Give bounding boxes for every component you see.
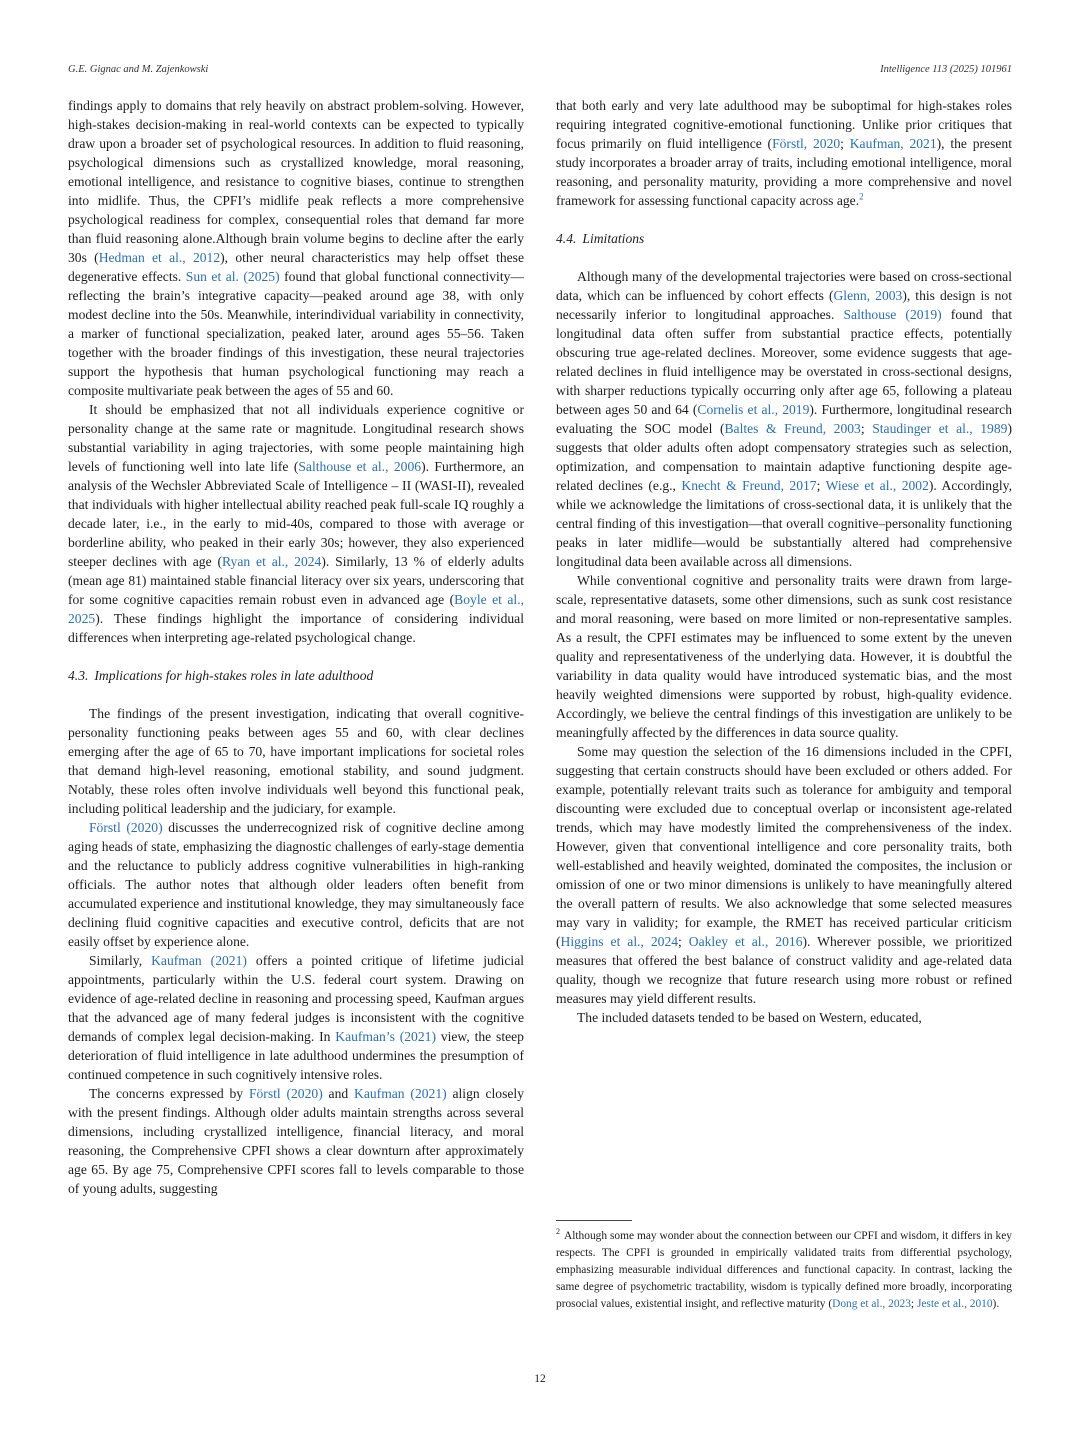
paragraph (68, 1084, 524, 1198)
citation-link[interactable]: Cornelis et al., 2019 (697, 402, 810, 417)
citation-link[interactable]: Förstl (2020) (89, 820, 163, 835)
text-run: The concerns expressed by (89, 1086, 249, 1101)
paragraph (556, 96, 1012, 210)
citation-link[interactable]: Förstl, 2020 (772, 136, 841, 151)
text-run: ; (678, 934, 689, 949)
text-run: ). Furthermore, longitudinal research evaluating the SOC model ( (556, 402, 1012, 436)
section-number: 4.3. (68, 668, 89, 683)
text-run: and (322, 1086, 355, 1101)
left-column (68, 96, 524, 1198)
section-title: Limitations (582, 231, 645, 246)
text-run: It should be emphasized that not all individuals experience cognitive or personality change at the same rate or magnitude. Longitudinal research shows substantial variability in aging trajectories, with some people maintaining high levels of functioning well into late life ( (68, 402, 524, 474)
text-run: that both early and very late adulthood may be suboptimal for high-stakes roles requiring integrated cognitive-emotional functioning. Unlike prior critiques that focus primarily on fluid intelligence ( (556, 98, 1012, 151)
section-heading-4-3 (68, 666, 524, 685)
citation-link[interactable]: Boyle et al., 2025 (68, 592, 524, 626)
paragraph (556, 742, 1012, 1008)
citation-link[interactable]: Salthouse (2019) (843, 307, 942, 322)
text-run: findings apply to domains that rely heavily on abstract problem-solving. However, high-stakes decision-making in real-world contexts can be expected to typically draw upon a broader set of psychological resources. In addition to fluid reasoning, psychological dimensions such as crystallized knowledge, moral reasoning, emotional intelligence, and resistance to cognitive biases, continue to strengthen into midlife. Thus, the CPFI’s midlife peak reflects a more comprehensive psychological readiness for complex, consequential roles that demand far more than fluid reasoning alone.Although brain volume begins to decline after the early 30s ( (68, 98, 524, 265)
text-run: offers a pointed critique of lifetime judicial appointments, particularly within the U.S. federal court system. Drawing on evidence of age-related decline in reasoning and processing speed, Kaufman argues that the advanced age of many federal judges is inconsistent with the cognitive demands of complex legal decision-making. In (68, 953, 525, 1044)
section-heading-4-4 (556, 229, 1012, 248)
citation-link[interactable]: Kaufman, 2021 (849, 136, 937, 151)
citation-link[interactable]: Hedman et al., 2012 (98, 250, 221, 265)
text-run: Although some may wonder about the connection between our CPFI and wisdom, it differs in key respects. The CPFI is grounded in empirically validated traits from differential psychology, emphasizing measurable individual differences and functional capacity. In contrast, lacking the same degree of psychometric tractability, wisdom is typically defined more broadly, incorporating prosocial values, existential insight, and reflective maturity ( (556, 1230, 1012, 1310)
text-run: ), this design is not necessarily inferior to longitudinal approaches. (556, 288, 1012, 322)
section-number: 4.4. (556, 231, 577, 246)
text-run: ). Wherever possible, we prioritized measures that offered the best balance of construct validity and age-related data quality, though we recognize that future research using more robust or refined measures may yield different results. (556, 934, 1012, 1006)
citation-link[interactable]: Baltes & Freund, 2003 (724, 421, 861, 436)
text-run: found that global functional connectivity—reflecting the brain’s integrative capacity—peaked around age 38, with only modest decline into the 50s. Meanwhile, interindividual variability in connectivity, a marker of functional specialization, peaked later, around ages 55–56. Taken together with the broader findings of this investigation, these neural trajectories support the hypothesis that human psychological functioning may reach a composite multivariate peak between the ages of 55 and 60. (68, 269, 525, 398)
paragraph (68, 400, 524, 647)
footnote-body (556, 1230, 1012, 1310)
footnote-text (556, 1228, 1012, 1313)
footnote (556, 1220, 1012, 1313)
citation-link[interactable]: Jeste et al., 2010 (916, 1298, 993, 1310)
section-title: Implications for high-stakes roles in late adulthood (94, 668, 374, 683)
citation-link[interactable]: Förstl (2020) (248, 1086, 323, 1101)
text-run: ). Accordingly, while we acknowledge the limitations of cross-sectional data, it is unlikely that the central finding of this investigation—that overall cognitive–personality functioning peaks in later midlife—would be substantially altered had comprehensive longitudinal data been available across all dimensions. (556, 478, 1012, 569)
text-run: The included datasets tended to be based on Western, educated, (577, 1010, 922, 1025)
text-run: ). Similarly, 13 % of elderly adults (mean age 81) maintained stable financial literacy over six years, underscoring that for some cognitive capacities remain robust even in advanced age ( (68, 554, 524, 607)
text-run: found that longitudinal data often suffer from substantial practice effects, potentially obscuring true age-related declines. Moreover, some evidence suggests that age-related declines in fluid intelligence may be overstated in cross-sectional designs, with sharper reductions typically occurring only after age 65, following a plateau between ages 50 and 64 ( (556, 307, 1012, 417)
citation-link[interactable]: Kaufman (2021) (354, 1086, 447, 1101)
text-run: While conventional cognitive and personality traits were drawn from large-scale, representative datasets, some other dimensions, such as sunk cost resistance and moral reasoning, were based on more limited or non-representative samples. As a result, the CPFI estimates may be influenced to some extent by the uneven quality and representativeness of the underlying data. However, it is doubtful the variability in data quality would have introduced systematic bias, and the most heavily weighted dimensions were supported by robust, high-quality evidence. Accordingly, we believe the central findings of this investigation are unlikely to be meaningfully affected by the differences in data source quality. (556, 573, 1012, 740)
footnote-ref[interactable]: 2 (859, 191, 864, 202)
paragraph (68, 818, 524, 951)
text-run: Although many of the developmental trajectories were based on cross-sectional data, which can be influenced by cohort effects ( (556, 269, 1012, 303)
citation-link[interactable]: Knecht & Freund, 2017 (681, 478, 817, 493)
citation-link[interactable]: Kaufman (2021) (151, 953, 247, 968)
citation-link[interactable]: Higgins et al., 2024 (560, 934, 679, 949)
citation-link[interactable]: Staudinger et al., 1989 (872, 421, 1008, 436)
text-run: Similarly, (89, 953, 152, 968)
right-column (556, 96, 1012, 1027)
citation-link[interactable]: Ryan et al., 2024 (222, 554, 322, 569)
paragraph (68, 951, 524, 1084)
citation-link[interactable]: Kaufman’s (2021) (335, 1029, 436, 1044)
text-run: Some may question the selection of the 16 dimensions included in the CPFI, suggesting that certain constructs should have been excluded or others added. For example, potentially relevant traits such as tolerance for ambiguity and temporal discounting were excluded due to conceptual overlap or inconsistent age-related trends, which may have modestly limited the comprehensiveness of the index. However, given that conventional intelligence and core personality traits, both well-established and heavily weighted, dominated the composites, the inclusion or omission of one or two minor dimensions is unlikely to have meaningfully altered the overall pattern of results. We also acknowledge that some selected measures may vary in validity; for example, the RMET has received particular criticism ( (556, 744, 1012, 949)
text-run: ), other neural characteristics may help offset these degenerative effects. (68, 250, 524, 284)
text-run: ), the present study incorporates a broader array of traits, including emotional intelligence, moral reasoning, and personality maturity, providing a more comprehensive and novel framework for assessing functional capacity across age. (556, 136, 1012, 208)
footnote-marker: 2 (556, 1227, 560, 1237)
paragraph (556, 571, 1012, 742)
running-header-authors: G.E. Gignac and M. Zajenkowski (68, 64, 209, 75)
paragraph (556, 1008, 1012, 1027)
text-run: ) suggests that older adults often adopt compensatory strategies such as selection, optimization, and compensation to maintain adaptive functioning despite age-related declines (e.g., (556, 421, 1012, 493)
citation-link[interactable]: Oakley et al., 2016 (688, 934, 803, 949)
text-run: ). (992, 1298, 1000, 1310)
text-run: ; (910, 1298, 917, 1310)
text-run: ; (816, 478, 826, 493)
citation-link[interactable]: Dong et al., 2023 (832, 1298, 911, 1310)
page-number: 12 (534, 1373, 546, 1385)
citation-link[interactable]: Glenn, 2003 (833, 288, 903, 303)
text-run: ). These findings highlight the importance of considering individual differences when interpreting age-related psychological change. (68, 611, 524, 645)
citation-link[interactable]: Sun et al. (2025) (185, 269, 280, 284)
text-run: ). Furthermore, an analysis of the Wechsler Abbreviated Scale of Intelligence – II (WASI-II), revealed that individuals with higher intellectual ability reached peak full-scale IQ roughly a decade later, i.e., in the early to mid-40s, compared to those with average or borderline ability, who peaked in their early 30s; however, they also experienced steeper declines with age ( (68, 459, 524, 569)
paragraph (68, 704, 524, 818)
text-run: view, the steep deterioration of fluid intelligence in late adulthood undermines the presumption of continued competence in such cognitively intensive roles. (68, 1029, 524, 1082)
text-run: ; (840, 136, 850, 151)
running-header-journal: Intelligence 113 (2025) 101961 (880, 64, 1012, 75)
footnote-rule (556, 1220, 632, 1221)
text-run: discusses the underrecognized risk of cognitive decline among aging heads of state, emphasizing the diagnostic challenges of early-stage dementia and the reluctance to publicly address cognitive vulnerabilities in high-ranking officials. The author notes that although older leaders often benefit from accumulated experience and institutional knowledge, they may simultaneously face declining fluid cognitive capacities and executive control, deficits that are not easily offset by experience alone. (68, 820, 524, 949)
text-run: align closely with the present findings. Although older adults maintain strengths across several dimensions, including crystallized intelligence, financial literacy, and moral reasoning, the Comprehensive CPFI shows a clear downturn after approximately age 65. By age 75, Comprehensive CPFI scores fall to levels comparable to those of young adults, suggesting (68, 1086, 525, 1196)
paragraph (68, 96, 524, 400)
citation-link[interactable]: Salthouse et al., 2006 (298, 459, 422, 474)
text-run: ; (860, 421, 873, 436)
paragraph (556, 267, 1012, 571)
text-run: The findings of the present investigation, indicating that overall cognitive-personality functioning peaks between ages 55 and 60, with clear declines emerging after the age of 65 to 70, have important implications for societal roles that demand high-level reasoning, emotional stability, and sound judgment. Notably, these roles often involve individuals well beyond this functional peak, including political leadership and the judiciary, for example. (68, 706, 524, 816)
citation-link[interactable]: Wiese et al., 2002 (825, 478, 929, 493)
